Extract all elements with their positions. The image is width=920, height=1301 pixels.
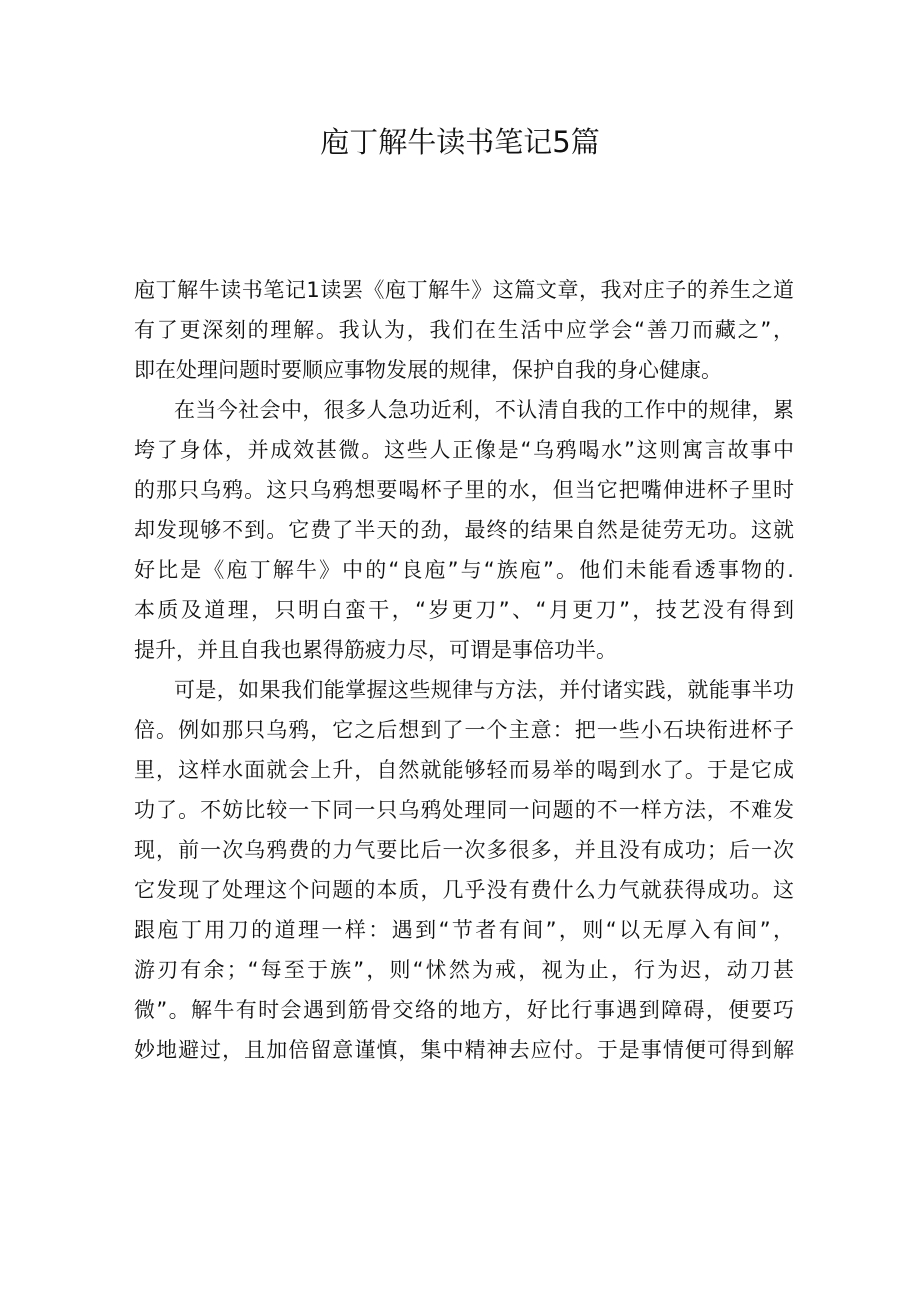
text-line: 它发现了处理这个问题的本质，几乎没有费什么力气就获得成功。这	[134, 878, 794, 902]
text-line: 提升，并且自我也累得筋疲力尽，可谓是事倍功半。	[134, 638, 617, 662]
text-line: 游刃有余；“每至于族”，则“怵然为戒，视为止，行为迟，动刀甚	[134, 958, 794, 982]
text-line: 即在处理问题时要顺应事物发展的规律，保护自我的身心健康。	[134, 358, 722, 382]
text-line: 倍。例如那只乌鸦，它之后想到了一个主意：把一些小石块衔进杯子	[134, 718, 794, 742]
text-line: 现，前一次乌鸦费的力气要比后一次多很多，并且没有成功；后一次	[134, 838, 794, 862]
text-line: 有了更深刻的理解。我认为，我们在生活中应学会“善刀而藏之”，	[134, 318, 794, 342]
text-line: 却发现够不到。它费了半天的劲，最终的结果自然是徒劳无功。这就	[134, 518, 794, 542]
text-line: 垮了身体，并成效甚微。这些人正像是“乌鸦喝水”这则寓言故事中	[134, 438, 794, 462]
document-body	[134, 270, 794, 1070]
text-line: 在当今社会中，很多人急功近利，不认清自我的工作中的规律，累	[174, 398, 794, 422]
text-line: 里，这样水面就会上升，自然就能够轻而易举的喝到水了。于是它成	[134, 758, 794, 782]
paragraph-1	[134, 270, 794, 390]
text-line: 庖丁解牛读书笔记1读罢《庖丁解牛》这篇文章，我对庄子的养生之道	[134, 278, 794, 302]
text-line: 本质及道理，只明白蛮干，“岁更刀”、“月更刀”，技艺没有得到	[134, 598, 794, 622]
text-line: 可是，如果我们能掌握这些规律与方法，并付诸实践，就能事半功	[174, 678, 794, 702]
text-line: 妙地避过，且加倍留意谨慎，集中精神去应付。于是事情便可得到解	[134, 1038, 794, 1062]
text-line: 跟庖丁用刀的道理一样：遇到“节者有间”，则“以无厚入有间”，	[134, 918, 794, 942]
text-line: 功了。不妨比较一下同一只乌鸦处理同一问题的不一样方法，不难发	[134, 798, 794, 822]
document-title: 庖丁解牛读书笔记5篇	[320, 125, 600, 159]
text-line: 的那只乌鸦。这只乌鸦想要喝杯子里的水，但当它把嘴伸进杯子里时	[134, 478, 794, 502]
text-line: 好比是《庖丁解牛》中的“良庖”与“族庖”。他们未能看透事物的.	[134, 558, 794, 582]
text-line: 微”。解牛有时会遇到筋骨交络的地方，好比行事遇到障碍，便要巧	[134, 998, 794, 1022]
paragraph-3	[134, 670, 794, 1070]
paragraph-2	[134, 390, 794, 670]
